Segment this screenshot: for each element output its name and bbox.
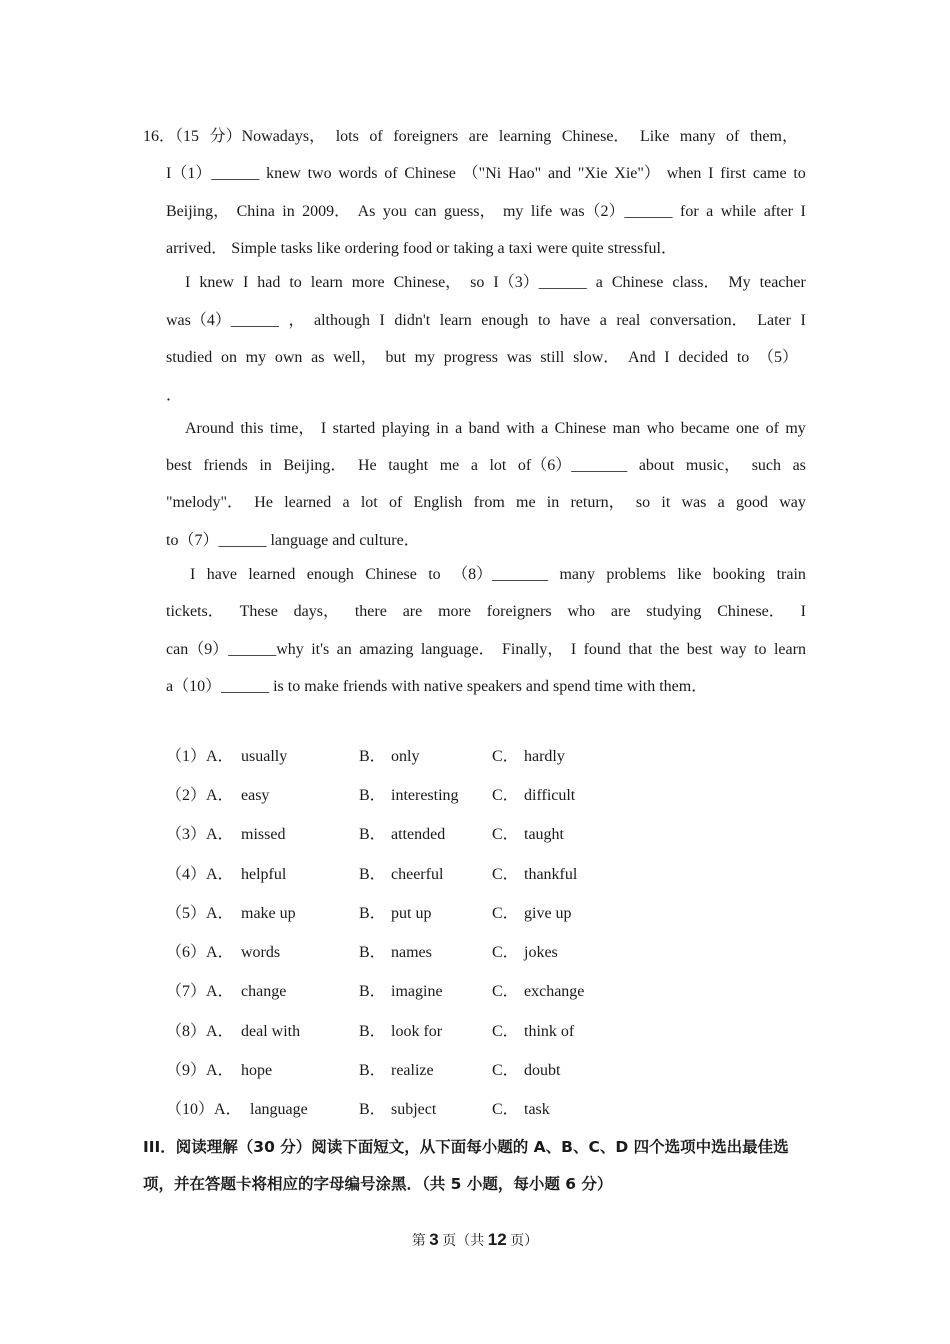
passage-line-13: I have learned enough Chinese to （8）_______ many problems like booking train: [190, 566, 806, 583]
option-c[interactable]: think of: [524, 1023, 575, 1040]
section-heading-line-2: 项，并在答题卡将相应的字母编号涂黑．（共 5 小题，每小题 6 分）: [143, 1175, 613, 1193]
option-b[interactable]: look for: [391, 1023, 443, 1040]
option-b[interactable]: attended: [391, 826, 446, 843]
passage-line-2: I（1）______ knew two words of Chinese （"Ni Hao" and "Xie Xie"） when I first came to: [166, 165, 806, 182]
passage-line-5: I knew I had to learn more Chinese， so I（3）______ a Chinese class． My teacher: [185, 274, 806, 291]
option-b[interactable]: names: [391, 944, 432, 961]
option-c-label: C．: [492, 983, 519, 1000]
option-number: （9）A．: [166, 1062, 234, 1079]
option-c[interactable]: task: [524, 1101, 550, 1118]
option-b-label: B．: [359, 866, 386, 883]
page-number: 3: [429, 1230, 439, 1249]
section-heading-line-1: III．阅读理解（30 分）阅读下面短文，从下面每小题的 A、B、C、D 四个选项中选出最佳选: [143, 1138, 789, 1156]
passage-line-4: arrived． Simple tasks like ordering food or taking a taxi were quite stressful．: [166, 240, 677, 257]
option-number: （3）A．: [166, 826, 234, 843]
option-b[interactable]: only: [391, 748, 420, 765]
option-c[interactable]: exchange: [524, 983, 585, 1000]
option-b[interactable]: put up: [391, 905, 432, 922]
option-c[interactable]: give up: [524, 905, 572, 922]
option-c[interactable]: doubt: [524, 1062, 561, 1079]
page-footer: 第 3 页（共 12 页）: [411, 1230, 539, 1249]
passage-line-8: ．: [166, 387, 183, 404]
option-number: （8）A．: [166, 1023, 234, 1040]
passage-line-6: was（4）______ ， although I didn't learn enough to have a real conversation． Later I: [166, 312, 806, 329]
option-c[interactable]: thankful: [524, 866, 578, 883]
passage-line-14: tickets． These days， there are more foreigners who are studying Chinese． I: [166, 603, 806, 620]
option-a[interactable]: deal with: [241, 1023, 301, 1040]
option-a[interactable]: usually: [241, 748, 288, 765]
option-b-label: B．: [359, 787, 386, 804]
option-c-label: C．: [492, 944, 519, 961]
option-c-label: C．: [492, 787, 519, 804]
passage-line-16: a（10）______ is to make friends with native speakers and spend time with them．: [166, 678, 708, 695]
page-total: 12: [487, 1230, 507, 1249]
option-number: （6）A．: [166, 944, 234, 961]
option-number: （1）A．: [166, 748, 234, 765]
option-c-label: C．: [492, 1062, 519, 1079]
passage-line-9: Around this time， I started playing in a band with a Chinese man who became one of my: [185, 420, 806, 437]
option-number: （10）A．: [166, 1101, 242, 1118]
option-c-label: C．: [492, 1023, 519, 1040]
option-a[interactable]: make up: [241, 905, 296, 922]
passage-line-1: 16．（15 分）Nowadays， lots of foreigners are learning Chinese． Like many of them，: [143, 128, 798, 145]
option-c[interactable]: hardly: [524, 748, 565, 765]
option-c-label: C．: [492, 826, 519, 843]
option-b[interactable]: cheerful: [391, 866, 444, 883]
option-c[interactable]: taught: [524, 826, 564, 843]
option-a[interactable]: language: [250, 1101, 308, 1118]
option-c[interactable]: difficult: [524, 787, 576, 804]
option-b-label: B．: [359, 826, 386, 843]
passage-line-11: "melody"． He learned a lot of English from me in return， so it was a good way: [166, 494, 806, 511]
passage-line-7: studied on my own as well， but my progress was still slow． And I decided to （5）: [166, 349, 798, 366]
option-b[interactable]: subject: [391, 1101, 437, 1118]
passage-line-15: can（9）______why it's an amazing language． Finally， I found that the best way to learn: [166, 641, 806, 658]
option-number: （4）A．: [166, 866, 234, 883]
option-b[interactable]: realize: [391, 1062, 434, 1079]
option-c-label: C．: [492, 866, 519, 883]
option-b-label: B．: [359, 748, 386, 765]
passage-line-10: best friends in Beijing． He taught me a lot of（6）_______ about music， such as: [166, 457, 806, 474]
option-b-label: B．: [359, 1062, 386, 1079]
option-a[interactable]: change: [241, 983, 287, 1000]
option-number: （7）A．: [166, 983, 234, 1000]
option-b-label: B．: [359, 944, 386, 961]
option-a[interactable]: words: [241, 944, 281, 961]
option-a[interactable]: easy: [241, 787, 270, 804]
option-c-label: C．: [492, 905, 519, 922]
option-number: （5）A．: [166, 905, 234, 922]
option-b-label: B．: [359, 1101, 386, 1118]
option-c-label: C．: [492, 748, 519, 765]
passage-line-3: Beijing， China in 2009． As you can guess， my life was（2）______ for a while after I: [166, 203, 806, 220]
option-b-label: B．: [359, 983, 386, 1000]
option-b[interactable]: imagine: [391, 983, 443, 1000]
option-a[interactable]: hope: [241, 1062, 273, 1079]
option-b-label: B．: [359, 905, 386, 922]
option-a[interactable]: missed: [241, 826, 286, 843]
passage-line-12: to（7）______ language and culture．: [166, 532, 420, 549]
option-b[interactable]: interesting: [391, 787, 459, 804]
option-a[interactable]: helpful: [241, 866, 287, 883]
option-c-label: C．: [492, 1101, 519, 1118]
option-b-label: B．: [359, 1023, 386, 1040]
option-number: （2）A．: [166, 787, 234, 804]
option-c[interactable]: jokes: [524, 944, 558, 961]
